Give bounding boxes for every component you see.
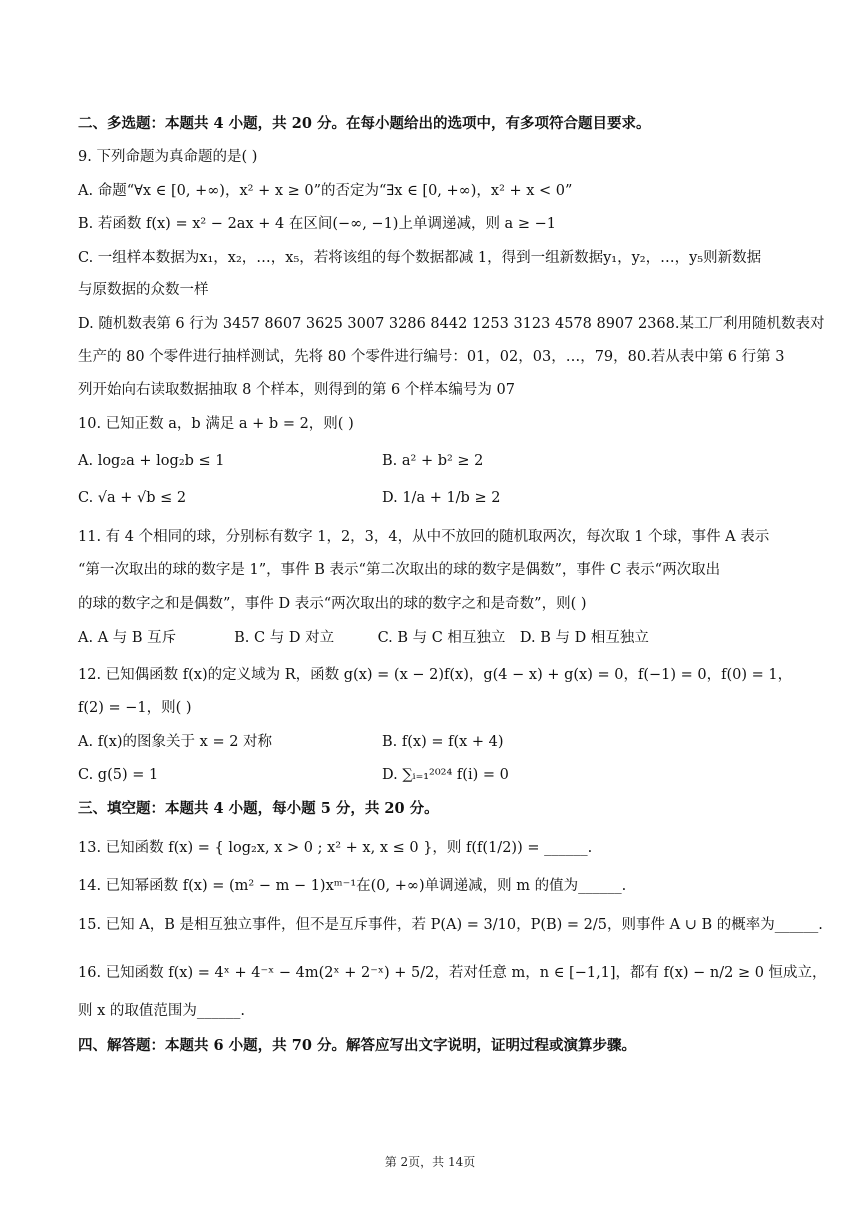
q10-option-a: A. log₂a + log₂b ≤ 1	[78, 453, 225, 469]
section-header-multi-choice: 二、多选题：本题共 4 小题，共 20 分。在每小题给出的选项中，有多项符合题目要求。	[78, 115, 651, 132]
q11-options: A. A 与 B 互斥 B. C 与 D 对立 C. B 与 C 相互独立 D. B 与 D 相互独立	[78, 630, 649, 646]
q16-cont: 则 x 的取值范围为______.	[78, 1003, 246, 1019]
q11-stem-cont2: 的球的数字之和是偶数”，事件 D 表示“两次取出的球的数字之和是奇数”，则( )	[78, 596, 587, 612]
q15: 15. 已知 A，B 是相互独立事件，但不是互斥事件，若 P(A) = 3/10，P(B) = 2/5，则事件 A ∪ B 的概率为______.	[78, 917, 823, 933]
section-header-solve: 四、解答题：本题共 6 小题，共 70 分。解答应写出文字说明，证明过程或演算步骤。	[78, 1037, 636, 1054]
q9-option-d: D. 随机数表第 6 行为 3457 8607 3625 3007 3286 8442 1253 3123 4578 8907 2368.某工厂利用随机数表对	[78, 316, 825, 332]
q11-stem-cont1: “第一次取出的球的数字是 1”，事件 B 表示“第二次取出的球的数字是偶数”，事件 C 表示“两次取出	[78, 562, 721, 578]
q9-option-d-cont1: 生产的 80 个零件进行抽样测试，先将 80 个零件进行编号：01，02，03，…，79，80.若从表中第 6 行第 3	[78, 349, 785, 365]
q14: 14. 已知幂函数 f(x) = (m² − m − 1)xᵐ⁻¹在(0, +∞)单调递减，则 m 的值为______.	[78, 878, 627, 894]
q9-option-c: C. 一组样本数据为x₁，x₂，…，x₅，若将该组的每个数据都减 1，得到一组新数据y₁，y₂，…，y₅则新数据	[78, 250, 762, 266]
q10-option-d: D. 1/a + 1/b ≥ 2	[382, 490, 501, 506]
q12-option-a: A. f(x)的图象关于 x = 2 对称	[78, 734, 273, 750]
q16: 16. 已知函数 f(x) = 4ˣ + 4⁻ˣ − 4m(2ˣ + 2⁻ˣ) + 5/2，若对任意 m，n ∈ [−1,1]，都有 f(x) − n/2 ≥ 0 恒成立，	[78, 965, 827, 981]
q12-stem-cont: f(2) = −1，则( )	[78, 700, 192, 716]
q9-stem: 9. 下列命题为真命题的是( )	[78, 149, 258, 165]
q10-option-b: B. a² + b² ≥ 2	[382, 453, 484, 469]
q12-option-d: D. ∑ᵢ₌₁²⁰²⁴ f(i) = 0	[382, 767, 509, 783]
section-header-fill-blank: 三、填空题：本题共 4 小题，每小题 5 分，共 20 分。	[78, 800, 439, 817]
q9-option-d-cont2: 列开始向右读取数据抽取 8 个样本，则得到的第 6 个样本编号为 07	[78, 382, 515, 398]
page-footer: 第 2页，共 14页	[384, 1155, 476, 1169]
q9-option-a: A. 命题“∀x ∈ [0, +∞)，x² + x ≥ 0”的否定为“∃x ∈ [0, +∞)，x² + x < 0”	[78, 183, 573, 199]
q9-option-c-cont: 与原数据的众数一样	[78, 282, 209, 298]
q11-stem: 11. 有 4 个相同的球，分别标有数字 1，2，3，4，从中不放回的随机取两次，每次取 1 个球，事件 A 表示	[78, 529, 770, 545]
q10-stem: 10. 已知正数 a，b 满足 a + b = 2，则( )	[78, 416, 354, 432]
q9-option-b: B. 若函数 f(x) = x² − 2ax + 4 在区间(−∞, −1)上单调递减，则 a ≥ −1	[78, 216, 556, 232]
q13: 13. 已知函数 f(x) = { log₂x, x > 0 ; x² + x, x ≤ 0 }，则 f(f(1/2)) = ______.	[78, 840, 593, 856]
q10-option-c: C. √a + √b ≤ 2	[78, 490, 187, 506]
q12-option-c: C. g(5) = 1	[78, 767, 159, 783]
q12-stem: 12. 已知偶函数 f(x)的定义域为 R，函数 g(x) = (x − 2)f(x)，g(4 − x) + g(x) = 0，f(−1) = 0，f(0) = 1，	[78, 667, 793, 683]
q12-option-b: B. f(x) = f(x + 4)	[382, 734, 504, 750]
